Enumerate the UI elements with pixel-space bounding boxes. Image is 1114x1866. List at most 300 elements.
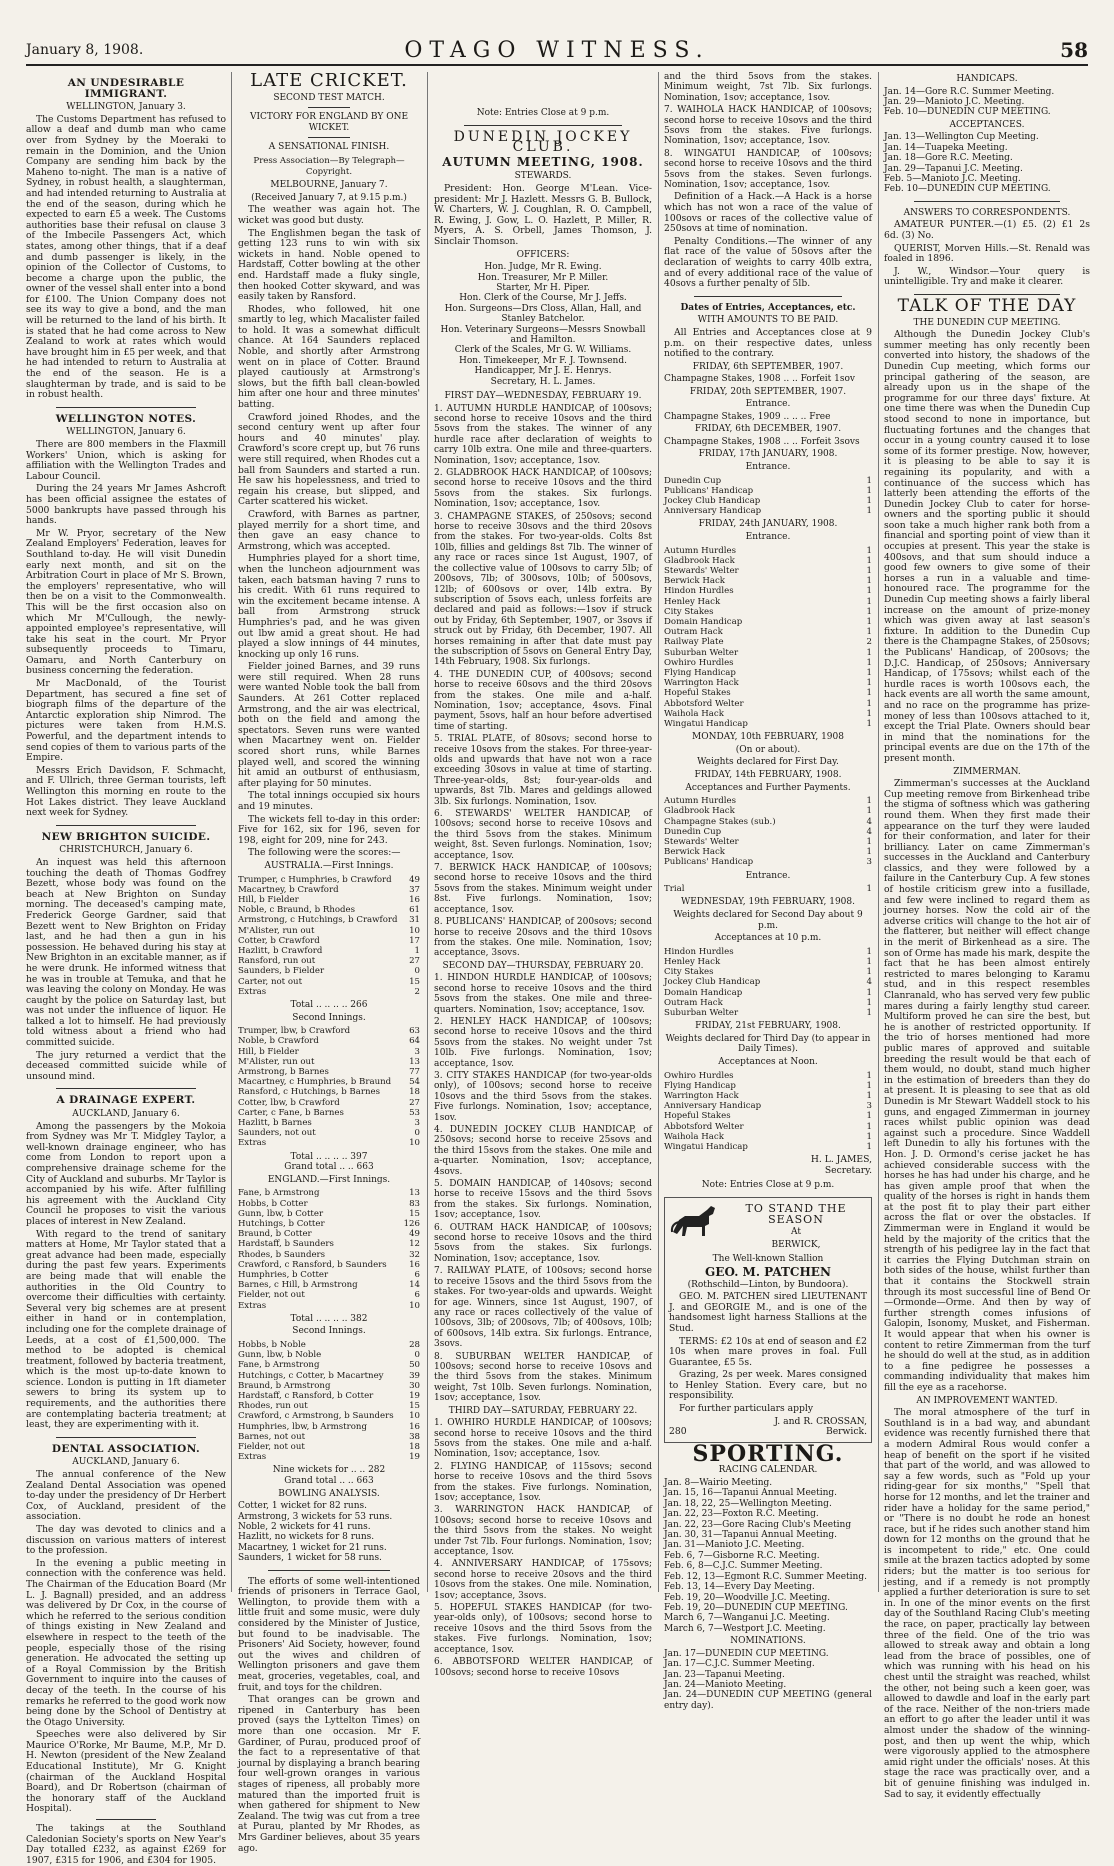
list-item: Hon. Surgeons—Drs Closs, Allan, Hall, and Stanley Batchelor.: [444, 303, 642, 325]
fee-table: [664, 796, 872, 867]
row-label: Ransford, run out: [238, 956, 316, 967]
row-label: Wingatui Handicap: [664, 719, 748, 730]
row-label: Extras: [238, 986, 267, 997]
list-item: Feb. 12, 13—Egmont R.C. Summer Meeting.: [664, 1571, 867, 1582]
table-row: [238, 1350, 420, 1360]
table-row: [664, 1132, 872, 1142]
row-value: 53: [409, 1107, 420, 1118]
row-label: Berwick Hack: [664, 847, 726, 858]
row-label: Railway Plate: [664, 637, 724, 648]
bowling-heading: BOWLING ANALYSIS.: [278, 1488, 380, 1499]
ad-paragraph: For further particulars apply: [679, 1403, 814, 1415]
article-paragraph: The efforts of some well-intentioned friends of prisoners in Terrace Gaol, Wellington, to provide them with a little fruit and some music, were duly considered by the Minister of Justice, but found to be inadvisable. The Prisoners' Aid Society, however, found out the wives and children of Wellington prisoners and gave them meat, groceries, vegetables, coal, and fruit, and toys for the children.: [238, 1575, 420, 1693]
race-item: 4. DUNEDIN JOCKEY CLUB HANDICAP, of 250sovs; second horse to receive 25sovs and the third 15sovs from the stakes. One mile and a-quarter. Nomination, 1sov; acceptance, 4sovs.: [434, 1125, 652, 1177]
table-row: [664, 837, 872, 847]
fee-line: [664, 437, 872, 447]
row-value: 83: [409, 1198, 420, 1209]
table-row: [664, 556, 872, 566]
row-value: 1: [866, 678, 872, 689]
list-item: Jan. 15, 16—Tapanui Annual Meeting.: [664, 1488, 838, 1499]
row-label: Dunedin Cup: [664, 475, 722, 486]
page-number: 58: [1060, 38, 1088, 62]
race-item: 8. WINGATUI HANDICAP, of 100sovs; second horse to receive 10sovs and the third 5sovs from the stakes. Seven furlongs. Nomination, 1sov; acceptance, 1sov.: [664, 148, 872, 191]
row-label: Publicans' Handicap: [664, 485, 754, 496]
divider: [56, 407, 196, 408]
table-row: [238, 1270, 420, 1280]
row-label: Noble, b Crawford: [238, 1036, 319, 1047]
row-value: 0: [414, 1350, 420, 1361]
list-item: Jan. 18—Gore R.C. Meeting.: [884, 153, 1013, 164]
article-paragraph: The Customs Department has refused to allow a deaf and dumb man who came over from Sydney by the Moeraki to remain in the Dominion, and the Union Company are sending him back by the Maheno to-night. The man is a native of Sydney, in robust health, a slaughterman, and had intended returning to Australia at the end of the season, during which he expected to earn £5 a week. The Customs authorities base their refusal on clause 3 of the Imbecile Passengers Act, which states, among other things, that if a deaf and dumb passenger is likely, in the opinion of the Collector of Customs, to become a charge upon the public, the owner of the vessel shall enter into a bond for £100. The Union Company does not see its way to give a bond, and the man will be returned to the land of his birth. It is stated that he had come across to New Zealand to work at rates which would have brought him in £5 per week, and that he had intended to return to Australia at the end of the season. He is a slaughterman by trade, and is said to be in robust health.: [26, 113, 226, 401]
row-label: M'Alister, run out: [238, 1056, 315, 1067]
article-paragraph: Among the passengers by the Mokoia from Sydney was Mr T. Midgley Taylor, a well-known drainage engineer, who has come from London to report upon a comprehensive drainage scheme for the City of Auckland and suburbs. Mr Taylor is accompanied by his wife. After fulfilling his agreement with the Auckland City Council he proposes to visit the various places of interest in New Zealand.: [26, 1120, 226, 1227]
list-item: Hon. Clerk of the Course, Mr J. Jeffs.: [459, 293, 627, 304]
innings-total: Total .. .. .. .. 397: [290, 1151, 368, 1162]
table-row: [664, 496, 872, 506]
row-value: 4: [866, 826, 872, 837]
row-value: 16: [409, 894, 420, 905]
section-heading: ACCEPTANCES.: [949, 119, 1025, 130]
dateline: MELBOURNE, January 7.: [270, 180, 388, 191]
date-heading: FRIDAY, 24th JANUARY, 1908.: [698, 519, 838, 530]
row-value: 1: [866, 987, 872, 998]
divider: [308, 107, 350, 108]
row-label: Carter, not out: [238, 976, 303, 987]
row-label: Abbotsford Welter: [664, 698, 744, 709]
divider: [914, 201, 1060, 202]
row-label: Gladbrook Hack: [664, 555, 735, 566]
list-item: Cotter, 1 wicket for 82 runs.: [238, 1501, 367, 1512]
subheading: SECOND TEST MATCH.: [273, 92, 385, 103]
row-value: 1: [866, 698, 872, 709]
race-item: 4. ANNIVERSARY HANDICAP, of 175sovs; second horse to receive 20sovs and the third 10sovs from the stakes. One mile. Nomination, 1sov; acceptance, 3sovs.: [434, 1559, 652, 1601]
row-label: Owhiro Hurdles: [664, 1070, 734, 1081]
divider: [694, 296, 842, 297]
row-value: 6: [414, 1270, 420, 1281]
entries-note: Note: Entries Close at 9 p.m.: [701, 1180, 835, 1191]
row-label: Trumper, lbw, b Crawford: [238, 1026, 351, 1037]
article-paragraph: The moral atmosphere of the turf in Southland is in a bad way, and abundant evidence was recently furnished there that a modern Admiral Rous would confer a heap of benefit on the sport if he visited that part of the world, and was allowed to say a few words, such as "Fold up your riding-gear for six months," "Spell that horse for 12 months, and let the trainer and rider have a holiday for the same period," or "There is no doubt he rode an honest race, but if he rides such another stand him down for 12 months on the ground that he is incompetent to ride," etc. One could smile at the brazen tactics adopted by some riders; but the matter is too serious for jesting, and if a remedy is not promptly applied a further deterioration is sure to set in. In one of the minor events on the first day of the Southland Racing Club's meeting the race, on paper, practically lay between three of the field. One of the trio was allowed to streak away and obtain a long lead from the brace of possibles, one of which was running with his head on his chest until the straight was reached, whilst the other, not being such a keen goer, was allowed to dawdle and loaf in the early part of the race. Neither of the non-triers made an effort to go after the leader until it was almost under the shadow of the winning-post, and then up went the whip, which were vigorously applied to the atmosphere amid right under the officials' noses. At this stage the race was practically over, and a bit of genuine finishing was indulged in. Sad to say, it evidently effectually: [884, 1407, 1090, 1800]
row-value: 1: [866, 708, 872, 719]
headline: AN UNDESIRABLE IMMIGRANT.: [67, 77, 185, 100]
list-item: Hazlitt, no wickets for 8 runs.: [238, 1532, 375, 1543]
table-row: [238, 1411, 420, 1421]
row-label: Extras: [238, 1138, 267, 1149]
table-row: [664, 586, 872, 596]
row-value: 1: [866, 847, 872, 858]
received-note: (Received January 7, at 9.15 p.m.): [251, 192, 407, 203]
table-row: [664, 1081, 872, 1091]
date-subheading: Acceptances at Noon.: [718, 1056, 818, 1067]
fee-table: [664, 476, 872, 517]
list-item: Jan. 14—Tuapeka Meeting.: [884, 142, 1008, 153]
date-subheading: Acceptances at 10 p.m.: [714, 933, 822, 944]
row-value: 30: [409, 1380, 420, 1391]
list-item: Champagne Stakes, 1908 .. .. Forfeit 1sov: [664, 374, 855, 385]
row-value: 1: [866, 946, 872, 957]
dateline: WELLINGTON, January 6.: [66, 427, 186, 438]
row-value: 1: [414, 945, 420, 956]
row-value: 15: [409, 976, 420, 987]
row-value: 4: [866, 816, 872, 827]
column-4: [664, 72, 872, 1711]
row-label: Henley Hack: [664, 956, 721, 967]
article-paragraph: Rhodes, who followed, hit one smartly to leg, which Macalister failed to hold. It was a somewhat difficult chance. At 164 Saunders replaced Noble, and shortly after Armstrong went on in place of Cotter. Braund played cautiously at Armstrong's slows, but the fifth ball clean-bowled him after one hour and three minutes' batting.: [238, 303, 420, 411]
advertiser-place: Berwick.: [825, 1426, 867, 1438]
divider: [56, 825, 196, 826]
article-paragraph: The total innings occupied six hours and 19 minutes.: [238, 790, 420, 812]
row-label: Berwick Hack: [664, 576, 726, 587]
officers-list: [434, 262, 652, 387]
dateline: AUCKLAND, January 6.: [72, 1457, 180, 1468]
row-value: 2: [414, 986, 420, 997]
row-label: Cotter, lbw, b Crawford: [238, 1097, 340, 1108]
race-list: [434, 1418, 652, 1678]
table-row: [664, 709, 872, 719]
article-paragraph: Although the Dunedin Jockey Club's summer meeting has only recently been converted into history, the shadows of the Dunedin Cup meeting, which forms our principal gathering of the season, are already upon us in the shape of the programme for our three days' fixture. At one time there was when the Dunedin Cup stood second to none in importance, but fluctuating fortunes and the changes that occur in a young country caused it to lose some of its former prestige. Now, however, it is pleasing to be able to say it is regaining its popularity, and with a continuance of the success which has latterly been attending the efforts of the Dunedin Jockey Club to cater for horse-owners and the sporting public it should soon take a much higher rank both from a financial and sporting point of view than it occupies at present. This year the stake is 400sovs, and that sum should induce a good few owners to give some of their horses a run in a valuable and time-honoured race. The programme for the Dunedin Cup meeting shows a fairly liberal increase on the amount of prize-money which was given away at last season's fixture. In addition to the Dunedin Cup there is the Champagne Stakes, of 250sovs; the Publicans' Handicap, of 200sovs; the D.J.C. Handicap, of 250sovs; Anniversary Handicap, of 175sovs; whilst each of the hurdle races is worth 100sovs each, the hack events are all worth the same amount, and no race on the programme has prize-money of less than 100sovs attached to it, except the Trial Plate. Owners should bear in mind that the nominations for the principal events are due on the 17th of the present month.: [884, 329, 1090, 764]
dateline: WELLINGTON, January 3.: [66, 102, 186, 113]
table-row: [664, 648, 872, 658]
table-row: [238, 1442, 420, 1452]
innings-total: Nine wickets for .. .. 282: [272, 1465, 386, 1476]
table-row: [238, 1290, 420, 1300]
list-item: Jan. 18, 22, 25—Wellington Meeting.: [664, 1498, 832, 1509]
row-value: 19: [409, 1391, 420, 1402]
race-item: 3. CHAMPAGNE STAKES, of 250sovs; second horse to receive 30sovs and the third 20sovs from the stakes. For two-year-olds. Colts 8st 10lb, fillies and geldings 8st 7lb. The winner of any race or races since 1st August, 1907, of the collective value of 100sovs to carry 5lb; of 200sovs, 7lb; of 300sovs, 10lb; of 500sovs, 12lb; of 600sovs or over, 14lb extra. By subscription of 5sovs each, unless forfeits are declared and paid as follows:—1sov if struck out by Friday, 6th September, 1907, or 3sovs if struck out by Friday, 6th December, 1907. All horses remaining in after that date must pay the subscription of 5sovs on General Entry Day, 14th February, 1908. Six furlongs.: [434, 511, 652, 668]
row-label: Humphries, b Cotter: [238, 1270, 329, 1281]
table-row: [664, 546, 872, 556]
row-label: Macartney, c Humphries, b Braund: [238, 1077, 392, 1088]
table-row: [238, 1250, 420, 1260]
table-row: [664, 668, 872, 678]
row-value: 50: [409, 1360, 420, 1371]
article-paragraph: The wickets fell to-day in this order: Five for 162, six for 196, seven for 198, eight for 209, nine for 243.: [238, 813, 420, 846]
row-value: 1: [866, 586, 872, 597]
ad-paragraph: GEO. M. PATCHEN sired LIEUTENANT J. and GEORGIE M., and is one of the handsomest light harness Stallions at the Stud.: [669, 1291, 867, 1334]
row-value: 1: [866, 596, 872, 607]
article-paragraph: Messrs Erich Davidson, F. Schmacht, and F. Ullrich, three German tourists, left Wellington this morning en route to the Hot Lakes district. They leave Auckland next week for Sydney.: [26, 764, 226, 819]
row-label: Trumper, c Humphries, b Crawford: [238, 874, 392, 885]
list-item: Feb. 19, 20—DUNEDIN CUP MEETING.: [664, 1602, 848, 1613]
row-label: Anniversary Handicap: [664, 506, 762, 517]
row-value: 1: [866, 1070, 872, 1081]
article-paragraph: The following were the scores:—: [248, 847, 401, 859]
list-item: Jan. 29—Tapanui J.C. Meeting.: [884, 163, 1023, 174]
date-heading: FRIDAY, 20th SEPTEMBER, 1907.: [689, 386, 847, 397]
article-paragraph: In the evening a public meeting in connection with the conference was held. The Chairman of the Education Board (Mr L. J. Bagnall) presided, and an address was delivered by Dr Cox, in the course of which he referred to the serious condition of things existing in New Zealand and elsewhere in respect to the teeth of the people, especially those of the rising generation. He advocated the setting up of a Royal Commission by the British Government to inquire into the causes of decay of the teeth. In the course of his remarks he referred to the good work now being done by the School of Dentistry at the Otago University.: [26, 1557, 226, 1728]
hack-definition: Definition of a Hack.—A Hack is a horse which has not won a race of the value of 100sovs or races of the collective value of 250sovs at time of nomination.: [664, 191, 872, 235]
date-heading: FRIDAY, 6th SEPTEMBER, 1907.: [692, 361, 844, 372]
date-heading: WEDNESDAY, 19th FEBRUARY, 1908.: [680, 897, 855, 908]
row-value: 1: [866, 796, 872, 807]
innings-total: Total .. .. .. .. 266: [290, 1000, 368, 1010]
row-label: Fielder, not out: [238, 1442, 305, 1453]
row-label: Saunders, b Fielder: [238, 966, 325, 977]
article-paragraph: Fielder joined Barnes, and 39 runs were still required. When 28 runs were wanted Noble took the ball from Saunders. At 261 Cotter replaced Armstrong, and the air was electrical, both on the field and among the spectators. Seven runs were wanted when Macartney went on. Fielder scored short runs, while Barnes played well, and scored the winning hit amid an outburst of enthusiasm, after playing for 50 minutes.: [238, 661, 420, 789]
table-row: [238, 1077, 420, 1087]
subheading: A SENSATIONAL FINISH.: [268, 142, 390, 153]
row-value: 1: [866, 1008, 872, 1018]
table-row: [238, 956, 420, 966]
row-value: 19: [409, 1452, 420, 1463]
date-note: Weights declared for Third Day (to appear in Daily Times).: [665, 1033, 871, 1055]
row-value: 49: [409, 1229, 420, 1240]
row-value: 14: [409, 1280, 420, 1291]
list-item: Feb. 19, 20—Woodville J.C. Meeting.: [664, 1592, 831, 1603]
table-row: [238, 1280, 420, 1290]
date-subheading: Entrance.: [745, 531, 791, 542]
row-label: Armstrong, b Barnes: [238, 1067, 329, 1077]
row-value: 1: [866, 576, 872, 587]
divider: [914, 294, 1060, 295]
row-label: Crawford, c Armstrong, b Saunders: [238, 1411, 394, 1422]
row-value: 1: [866, 884, 872, 895]
date-heading: FRIDAY, 17th JANUARY, 1908.: [698, 449, 838, 460]
list-item: Champagne Stakes, 1909 .. .. .. Free: [664, 411, 831, 422]
table-row: [238, 1199, 420, 1209]
table-row: [238, 1360, 420, 1370]
list-item: Jan. 22, 23—Gore Racing Club's Meeting: [664, 1519, 852, 1530]
table-row: [238, 966, 420, 976]
table-row: [238, 1067, 420, 1077]
dateline: AUCKLAND, January 6.: [72, 1109, 180, 1120]
section-heading: ANSWERS TO CORRESPONDENTS.: [903, 207, 1071, 218]
table-row: [664, 566, 872, 576]
list-item: Feb. 10—DUNEDIN CUP MEETING.: [884, 107, 1051, 118]
list-item: Jan. 14—Gore R.C. Summer Meeting.: [884, 86, 1055, 97]
table-row: [664, 1122, 872, 1132]
innings-heading: ENGLAND.—First Innings.: [267, 1174, 391, 1185]
column-rule: [231, 72, 232, 1592]
row-label: Hardstaff, b Saunders: [238, 1239, 334, 1250]
race-item: 7. RAILWAY PLATE, of 100sovs; second horse to receive 15sovs and the third 5sovs from the stakes. For two-year-olds and upwards. Weight for age. Winners, since 1st August, 1907, of any race or races collectively of the value of 100sovs, 3lb; of 200sovs, 7lb; of 400sovs, 10lb; of 600sovs, 14lb extra. Six furlongs. Entrance, 3sovs.: [434, 1266, 652, 1350]
row-value: 16: [409, 1421, 420, 1432]
divider: [56, 1088, 196, 1089]
row-label: Warrington Hack: [664, 678, 739, 689]
row-label: Hill, b Fielder: [238, 1046, 299, 1057]
row-label: Gunn, lbw, b Noble: [238, 1350, 322, 1361]
scorecard: [238, 875, 420, 997]
section-title: TALK OF THE DAY: [897, 296, 1077, 316]
headline: LATE CRICKET.: [250, 70, 408, 91]
table-row: [238, 1340, 420, 1350]
list-item: Feb. 6, 8—C.J.C. Summer Meeting.: [664, 1561, 823, 1572]
article-paragraph: The takings at the Southland Caledonian Society's sports on New Year's Day totalled £232, as against £269 for 1907, £315 for 1906, and £304 for 1905.: [26, 1823, 226, 1866]
row-value: 37: [409, 884, 420, 895]
table-row: [664, 637, 872, 647]
row-label: Hazlitt, b Barnes: [238, 1118, 312, 1129]
list-item: Clerk of the Scales, Mr G. W. Williams.: [454, 345, 632, 356]
row-label: Henley Hack: [664, 596, 721, 607]
article-paragraph: The weather was again hot. The wicket was good but dusty.: [238, 204, 420, 226]
secretary-title: Secretary.: [824, 1164, 872, 1176]
section-title: SPORTING.: [692, 1440, 844, 1467]
table-row: [664, 476, 872, 486]
row-value: 61: [409, 905, 420, 916]
innings-total: Total .. .. .. .. 382: [290, 1313, 368, 1324]
row-value: 38: [409, 1431, 420, 1442]
row-value: 63: [409, 1026, 420, 1037]
row-label: Hopeful Stakes: [664, 688, 731, 699]
list-item: Jan. 17—DUNEDIN CUP MEETING.: [664, 1648, 829, 1659]
fee-line: [664, 374, 872, 384]
table-row: [238, 1036, 420, 1046]
race-item: 4. THE DUNEDIN CUP, of 400sovs; second horse to receive 60sovs and the third 20sovs from the stakes. One mile and a-half. Nomination, 1sov; acceptance, 4sovs. Final payment, 5sovs, half an hour before advertised time of starting.: [434, 669, 652, 732]
row-value: 49: [409, 874, 420, 885]
list-item: Handicapper, Mr J. E. Henrys.: [474, 366, 612, 377]
date-subheading: Entrance.: [745, 399, 791, 410]
answer: J. W., Windsor.—Your query is unintelligible. Try and make it clearer.: [884, 265, 1090, 288]
scorecard: [238, 1340, 420, 1462]
row-label: Humphries, lbw, b Armstrong: [238, 1421, 367, 1432]
row-value: 1: [866, 657, 872, 668]
table-row: [238, 936, 420, 946]
column-3: [434, 72, 652, 1678]
row-label: Suburban Welter: [664, 1008, 739, 1018]
scorecard: [238, 1026, 420, 1148]
list-item: Secretary, H. L. James.: [490, 376, 596, 387]
innings-heading: Second Innings.: [292, 1012, 366, 1023]
list-item: Feb. 13, 14—Every Day Meeting.: [664, 1582, 815, 1593]
row-value: 1: [866, 475, 872, 486]
table-row: [664, 967, 872, 977]
table-row: [238, 1098, 420, 1108]
meeting-title: AUTUMN MEETING, 1908.: [442, 154, 644, 169]
ad-paragraph: TERMS: £2 10s at end of season and £2 10s when mare proves in foal. Full Guarantee, £5 5s.: [669, 1335, 867, 1368]
table-row: [664, 827, 872, 837]
race-continuation: and the third 5sovs from the stakes. Minimum weight, 7st 7lb. Six furlongs. Nomination, 1sov; acceptance, 1sov.: [664, 72, 872, 103]
article-paragraph: The annual conference of the New Zealand Dental Association was opened to-day under the presidency of Dr Herbert Cox, of Auckland, president of the association.: [26, 1469, 226, 1523]
date-subheading: (On or about).: [735, 744, 801, 755]
row-label: Stewards' Welter: [664, 837, 739, 847]
row-value: 3: [866, 1101, 872, 1112]
table-row: [238, 1229, 420, 1239]
row-label: Outram Hack: [664, 997, 723, 1008]
race-day-heading: FIRST DAY—WEDNESDAY, FEBRUARY 19.: [444, 391, 642, 401]
row-value: 2: [866, 637, 872, 648]
row-value: 13: [409, 1056, 420, 1067]
row-label: Cotter, b Crawford: [238, 935, 320, 946]
row-value: 31: [409, 915, 420, 926]
article-paragraph: The jury returned a verdict that the deceased committed suicide while of unsound mind.: [26, 1049, 226, 1082]
list-item: Hon. Veterinary Surgeons—Messrs Snowball and Hamilton.: [440, 324, 646, 345]
row-label: Dunedin Cup: [664, 826, 722, 837]
row-value: 3: [414, 1118, 420, 1129]
table-row: [238, 1301, 420, 1311]
row-label: Extras: [238, 1452, 267, 1463]
row-value: 18: [409, 1442, 420, 1453]
date-subheading: Entrance.: [745, 870, 791, 881]
column-2: [238, 70, 420, 1854]
table-row: [664, 977, 872, 987]
row-label: Hindon Hurdles: [664, 586, 734, 597]
table-row: [664, 817, 872, 827]
row-label: Anniversary Handicap: [664, 1101, 762, 1112]
stallion-advertisement: [664, 1197, 872, 1443]
row-label: Carter, c Fane, b Barnes: [238, 1107, 344, 1118]
row-label: Autumn Hurdles: [664, 545, 737, 556]
article-paragraph: Humphries played for a short time, when the luncheon adjournment was taken, each batsman having 7 runs to his credit. With 61 runs required to win the excitement became intense. A ball from Armstrong struck Humphries's pad, and he was given out lbw amid a great shout. He had played a slow innings of 44 minutes, knocking up only 16 runs.: [238, 553, 420, 660]
row-value: 1: [866, 485, 872, 496]
section-heading: NOMINATIONS.: [730, 1636, 806, 1647]
race-item: 2. FLYING HANDICAP, of 115sovs; second horse to receive 10sovs and the third 5sovs from the stakes. Five furlongs. Nomination, 1sov; acceptance, 1sov.: [434, 1461, 652, 1503]
date-note: Weights declared for First Day.: [697, 757, 839, 768]
row-label: Fielder, not out: [238, 1290, 305, 1301]
list-item: March 6, 7—Wanganui J.C. Meeting.: [664, 1613, 830, 1624]
press-credit: Press Association—By Telegraph—Copyright.: [253, 155, 405, 177]
table-row: [238, 1087, 420, 1097]
row-value: 1: [866, 495, 872, 506]
divider: [268, 1570, 390, 1571]
section-heading: RACING CALENDAR.: [718, 1465, 818, 1476]
innings-heading: AUSTRALIA.—First Innings.: [264, 860, 394, 871]
race-list: [664, 105, 872, 190]
race-item: 8. SUBURBAN WELTER HANDICAP, of 100sovs; second horse to receive 10sovs and the third 5sovs from the stakes. Minimum weight, 7st 10lb. Seven furlongs. Nomination, 1sov; acceptance, 1sov.: [434, 1351, 652, 1404]
row-label: Autumn Hurdles: [664, 796, 737, 807]
divider: [56, 1437, 196, 1438]
list-item: Armstrong, 3 wickets for 53 runs.: [238, 1511, 393, 1522]
table-row: [238, 905, 420, 915]
row-value: 1: [866, 555, 872, 566]
row-value: 1: [866, 616, 872, 627]
date-heading: MONDAY, 10th FEBRUARY, 1908: [692, 732, 844, 743]
race-item: 5. TRIAL PLATE, of 80sovs; second horse to receive 10sovs from the stakes. For three-year-olds and upwards that have not won a race exceeding 30sovs in value at time of starting. Three-year-olds, 8st; four-year-olds and upwards, 8st 7lb. Mares and geldings allowed 3lb. Six furlongs. Nomination, 1sov.: [434, 734, 652, 807]
list-item: Hon. Treasurer, Mr P. Miller.: [477, 272, 609, 283]
row-value: 27: [409, 956, 420, 967]
table-row: [664, 957, 872, 967]
row-label: Saunders, not out: [238, 1128, 316, 1139]
bowling-analysis: [238, 1501, 420, 1563]
race-item: 8. PUBLICANS' HANDICAP, of 200sovs; second horse to receive 20sovs and the third 10sovs from the stakes. One mile. Nomination, 1sov; acceptance, 3sovs.: [434, 917, 652, 959]
list-item: Jan. 31—Manioto J.C. Meeting.: [664, 1540, 805, 1551]
race-item: 3. CITY STAKES HANDICAP (for two-year-olds only), of 100sovs; second horse to receive 10sovs and the third 5sovs from the stakes. Five furlongs. Nomination, 1sov; acceptance, 1sov.: [434, 1070, 652, 1123]
list-item: Champagne Stakes, 1908 .. .. Forfeit 3sovs: [664, 436, 860, 447]
row-label: Rhodes, b Saunders: [238, 1249, 326, 1260]
table-row: [238, 987, 420, 997]
row-value: 27: [409, 1097, 420, 1108]
article-paragraph: Crawford, with Barnes as partner, played merrily for a short time, and then gave an easy chance to Armstrong, which was accepted.: [238, 508, 420, 552]
paper-title: OTAGO WITNESS.: [404, 38, 710, 63]
list-item: March 6, 7—Westport J.C. Meeting.: [664, 1623, 826, 1634]
row-value: 16: [409, 1259, 420, 1270]
table-row: [238, 1209, 420, 1219]
row-label: Ransford, c Hutchings, b Barnes: [238, 1087, 381, 1098]
table-row: [664, 796, 872, 806]
table-row: [664, 806, 872, 816]
row-value: 1: [866, 1111, 872, 1122]
row-value: 32: [409, 1249, 420, 1260]
table-row: [238, 926, 420, 936]
row-label: Flying Handicap: [664, 1080, 736, 1091]
race-item: 6. ABBOTSFORD WELTER HANDICAP, of 100sovs; second horse to receive 10sovs: [434, 1657, 652, 1678]
row-label: Hobbs, b Cotter: [238, 1198, 308, 1209]
table-row: [664, 688, 872, 698]
table-row: [664, 1091, 872, 1101]
row-value: 1: [866, 647, 872, 658]
row-label: Extras: [238, 1300, 267, 1311]
table-row: [238, 1371, 420, 1381]
table-row: [238, 1057, 420, 1067]
row-value: 1: [866, 606, 872, 617]
stand-at: At: [791, 1227, 801, 1238]
scorecard: [238, 1188, 420, 1310]
article-paragraph: Mr W. Pryor, secretary of the New Zealand Employers' Federation, leaves for Southland to-day. He will visit Dunedin early next month, and sit on the Arbitration Court in place of Mr S. Brown, the employers' representative, who will then be on a visit to the Commonwealth. This will be the first occasion also on which Mr M'Cullough, the newly-appointed employee's representative, will take his seat in the court. Mr Pryor subsequently proceeds to Timaru, Oamaru, and North Canterbury on business concerning the federation.: [26, 527, 226, 677]
fee-table: [664, 947, 872, 1018]
date-note: Weights declared for Second Day about 9 p.m.: [673, 910, 863, 931]
entries-note: Note: Entries Close at 9 p.m.: [476, 108, 610, 118]
fee-line: [664, 412, 872, 422]
table-row: [664, 988, 872, 998]
